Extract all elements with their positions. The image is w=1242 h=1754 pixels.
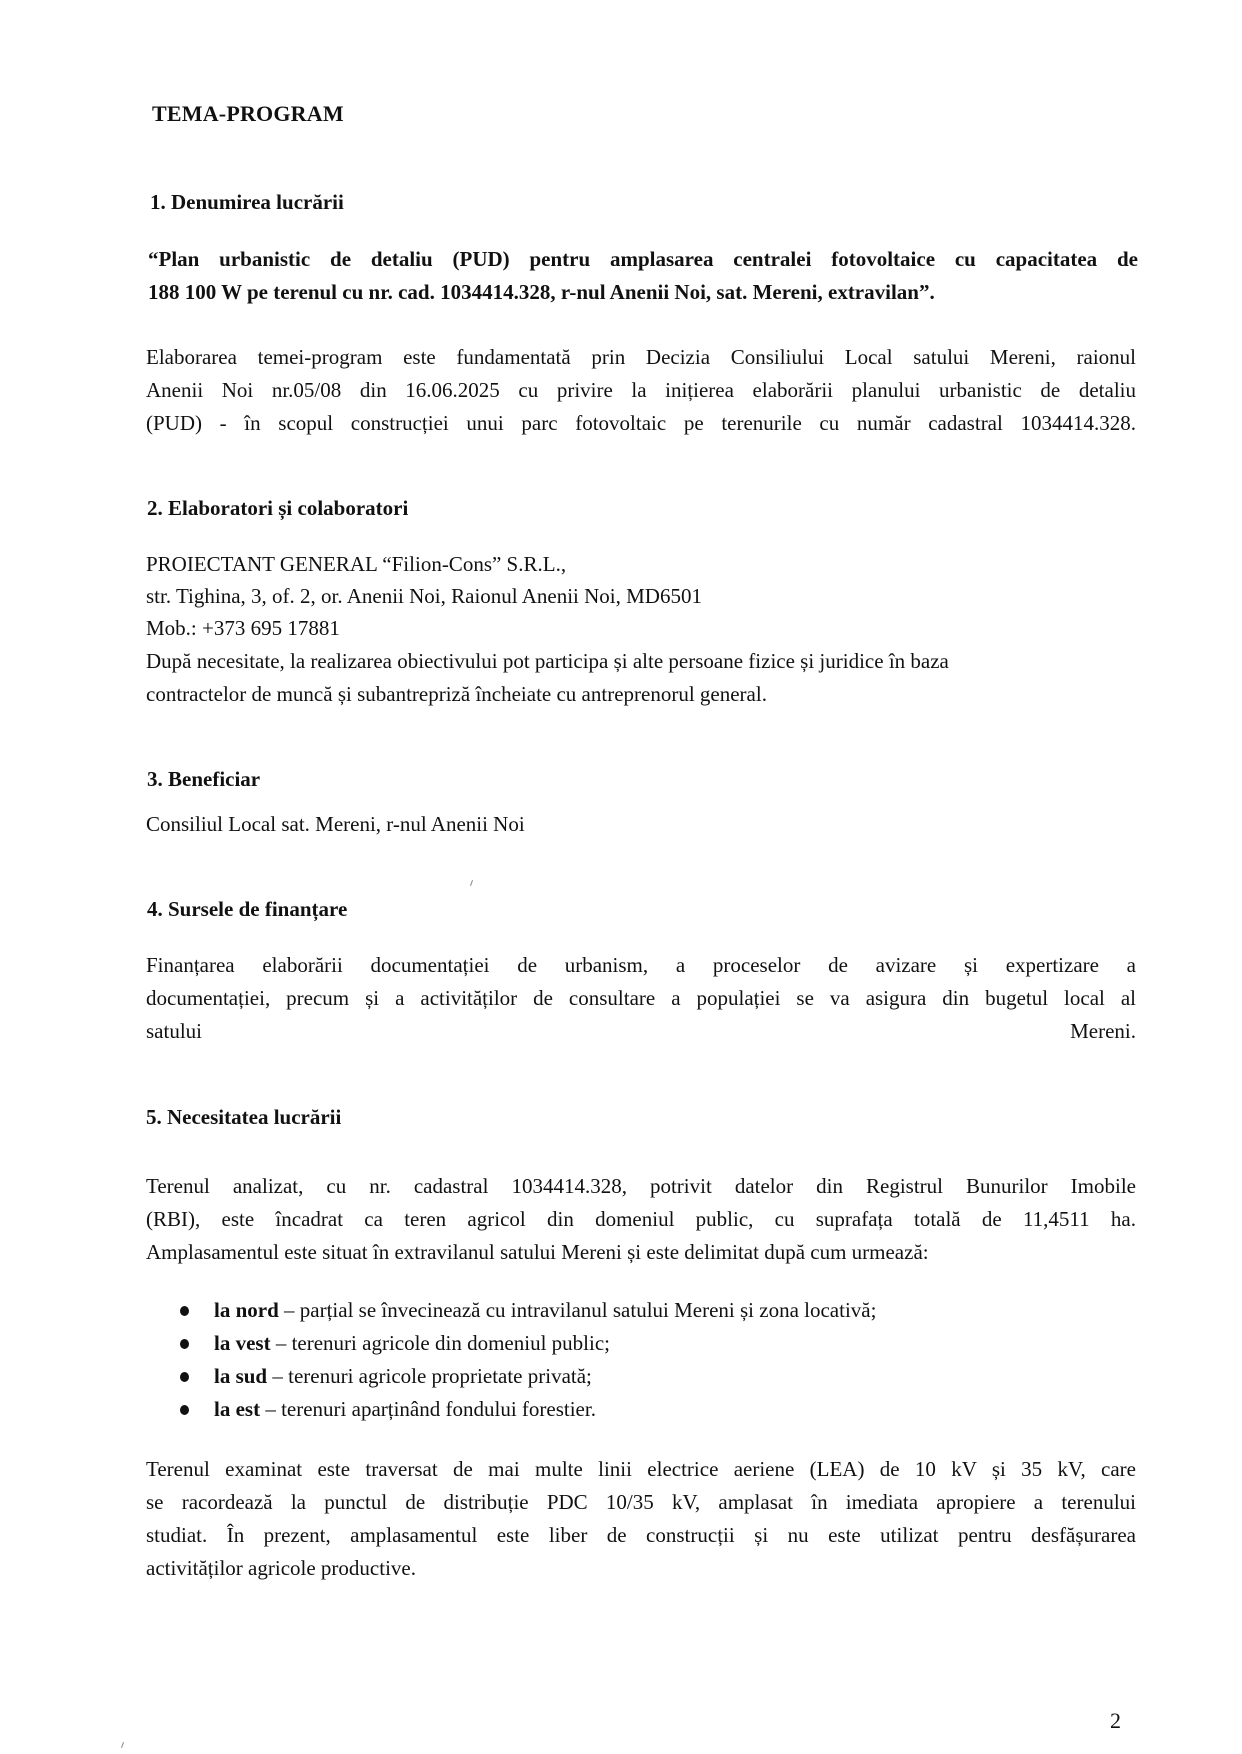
contractor-contact [146, 548, 1136, 644]
boundaries-list [180, 1294, 876, 1426]
paragraph-line: (RBI), este încadrat ca teren agricol din domeniul public, cu suprafața totală de 11,4511 ha. [146, 1207, 1136, 1231]
section-2-paragraph [146, 645, 1136, 711]
section-3-heading: 3. Beneficiar [147, 767, 261, 791]
beneficiary-text: Consiliul Local sat. Mereni, r-nul Anenii Noi [146, 812, 525, 836]
boundary-text: – terenuri agricole proprietate privată; [267, 1364, 592, 1388]
contractor-address: str. Tighina, 3, of. 2, or. Anenii Noi, Raionul Anenii Noi, MD6501 [146, 584, 702, 608]
boundary-text: – terenuri agricole din domeniul public; [270, 1331, 610, 1355]
paragraph-line: Elaborarea temei-program este fundamentată prin Decizia Consiliului Local satului Mereni, raionul [146, 345, 1136, 369]
bullet-icon [180, 1339, 189, 1349]
section-4-heading: 4. Sursele de finanțare [147, 897, 348, 921]
document-title: TEMA-PROGRAM [152, 101, 344, 126]
section-5-heading: 5. Necesitatea lucrării [146, 1105, 342, 1129]
paragraph-last-line-right: Mereni. [1070, 1019, 1136, 1043]
paragraph-line: Anenii Noi nr.05/08 din 16.06.2025 cu privire la inițierea elaborării planului urbanistic de detaliu [146, 378, 1136, 402]
paragraph-line: activităților agricole productive. [146, 1556, 416, 1580]
page-number: 2 [1110, 1708, 1121, 1733]
section-5-closing-paragraph [146, 1453, 1136, 1585]
scan-artifact [121, 1742, 124, 1748]
section-2-heading: 2. Elaboratori și colaboratori [147, 496, 409, 520]
paragraph-last-line-left: satului [146, 1019, 202, 1043]
paragraph-line: (PUD) - în scopul construcției unui parc fotovoltaic pe terenurile cu număr cadastral 1034414.328. [146, 411, 1136, 435]
project-title-line: 188 100 W pe terenul cu nr. cad. 1034414.328, r-nul Anenii Noi, sat. Mereni, extravilan”. [148, 280, 935, 304]
paragraph-line: Finanțarea elaborării documentației de urbanism, a proceselor de avizare și expertizare a [146, 953, 1136, 977]
paragraph-line: se racordează la punctul de distribuție PDC 10/35 kV, amplasat în imediata apropiere a terenului [146, 1490, 1136, 1514]
list-item [180, 1327, 876, 1360]
paragraph-line: studiat. În prezent, amplasamentul este liber de construcții și nu este utilizat pentru desfășurarea [146, 1523, 1136, 1547]
list-item [180, 1294, 876, 1327]
paragraph-line: documentației, precum și a activităților de consultare a populației se va asigura din bugetul local al [146, 986, 1136, 1010]
paragraph-line: După necesitate, la realizarea obiectivului pot participa și alte persoane fizice și juridice în baza [146, 649, 949, 673]
boundary-label: la sud [214, 1364, 268, 1388]
bullet-icon [180, 1306, 189, 1316]
paragraph-line: contractelor de muncă și subantrepriză încheiate cu antreprenorul general. [146, 682, 767, 706]
paragraph-line: Terenul examinat este traversat de mai multe linii electrice aeriene (LEA) de 10 kV și 35 kV, care [146, 1457, 1136, 1481]
paragraph-line: Amplasamentul este situat în extravilanul satului Mereni și este delimitat după cum urmează: [146, 1240, 929, 1264]
bullet-icon [180, 1372, 189, 1382]
boundary-label: la est [214, 1397, 261, 1421]
section-1-paragraph [146, 341, 1136, 440]
list-item [180, 1360, 876, 1393]
paragraph-line: Terenul analizat, cu nr. cadastral 1034414.328, potrivit datelor din Registrul Bunurilor Imobile [146, 1174, 1136, 1198]
boundary-label: la nord [214, 1298, 279, 1322]
boundary-text: – parțial se învecinează cu intravilanul satului Mereni și zona locativă; [278, 1298, 877, 1322]
project-title [148, 243, 1138, 309]
contractor-phone: Mob.: +373 695 17881 [146, 616, 340, 640]
paragraph-last-line [146, 1015, 1136, 1048]
bullet-icon [180, 1405, 189, 1415]
project-title-line: “Plan urbanistic de detaliu (PUD) pentru amplasarea centralei fotovoltaice cu capacitatea de [148, 247, 1138, 271]
boundary-text: – terenuri aparținând fondului forestier. [260, 1397, 596, 1421]
boundary-label: la vest [214, 1331, 271, 1355]
section-4-paragraph [146, 949, 1136, 1048]
section-1-heading: 1. Denumirea lucrării [150, 190, 344, 214]
scan-artifact [470, 880, 473, 886]
contractor-name: PROIECTANT GENERAL “Filion-Cons” S.R.L., [146, 552, 567, 576]
section-5-paragraph [146, 1170, 1136, 1269]
list-item [180, 1393, 876, 1426]
